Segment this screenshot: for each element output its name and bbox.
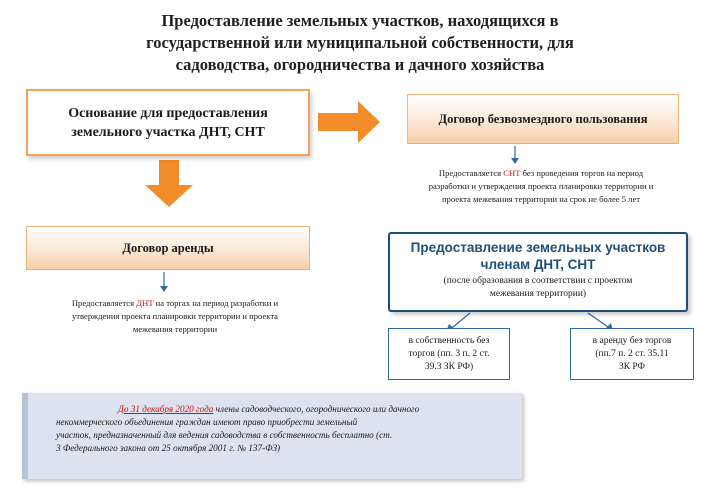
desc-text: разработки и утверждения проекта планировки территории и (428, 181, 654, 191)
desc-text: на торгах на период разработки и (153, 298, 279, 308)
rent-line: ЗК РФ (618, 361, 646, 372)
desc-text: утверждения проекта планировки территории и проекта (71, 311, 278, 321)
free-use-contract-box (407, 94, 679, 144)
free-use-description (372, 167, 710, 206)
page-title (60, 10, 660, 76)
title-line: государственной или муниципальной собственности, для (146, 33, 574, 52)
note-text: некоммерческого объединения граждан имеют право приобрести земельный (56, 417, 358, 427)
members-title: членам ДНТ, СНТ (480, 257, 596, 272)
basis-box (26, 89, 310, 156)
desc-text: межевания территории (132, 324, 218, 334)
note-date: До 31 декабря 2020 года (118, 404, 214, 414)
arrow-down-icon (145, 160, 193, 207)
lease-contract-box (26, 226, 310, 270)
title-line: садоводства, огородничества и дачного хозяйства (175, 55, 545, 74)
free-use-contract-label: Договор безвозмездного пользования (438, 111, 648, 126)
arrow-tip-icon (511, 158, 519, 164)
desc-text: без проведения торгов на период (520, 168, 644, 178)
basis-line: Основание для предоставления (68, 105, 268, 121)
arrow-tip-icon (160, 286, 168, 292)
note-text: 3 Федерального закона от 25 октября 2001 г. № 137-ФЗ) (56, 443, 281, 453)
note-text: члены садоводческого, огороднического или дачного (213, 404, 420, 414)
org-highlight: ДНТ (136, 298, 154, 308)
members-subtitle: (после образования в соответствии с проектом (443, 276, 633, 286)
desc-text: проекта межевания территории на срок не более 5 лет (441, 194, 641, 204)
lease-description (22, 297, 328, 336)
connector-line (588, 313, 608, 327)
members-subtitle: межевания территории) (489, 289, 587, 299)
connector-line (452, 313, 470, 328)
ownership-box (388, 328, 510, 380)
arrow-right-icon (318, 101, 380, 143)
ownership-line: 39.3 ЗК РФ) (424, 361, 474, 372)
rent-line: в аренду без торгов (592, 335, 672, 346)
rent-line: (пп.7 п. 2 ст. 35.11 (595, 348, 669, 359)
ownership-line: в собственность без (408, 335, 490, 346)
note-box (22, 393, 522, 479)
org-highlight: СНТ (503, 168, 521, 178)
desc-text: Предоставляется (438, 168, 504, 178)
lease-contract-label: Договор аренды (122, 240, 214, 255)
rent-box (570, 328, 694, 380)
ownership-line: торгов (пп. 3 п. 2 ст. (408, 348, 490, 359)
desc-text: Предоставляется (71, 298, 137, 308)
basis-line: земельного участка ДНТ, СНТ (71, 124, 265, 140)
title-line: Предоставление земельных участков, находящихся в (161, 11, 559, 30)
members-title: Предоставление земельных участков (410, 240, 666, 255)
note-text: участок, предназначенный для ведения садоводства в собственность бесплатно (ст. (56, 430, 393, 440)
members-box (388, 232, 688, 312)
